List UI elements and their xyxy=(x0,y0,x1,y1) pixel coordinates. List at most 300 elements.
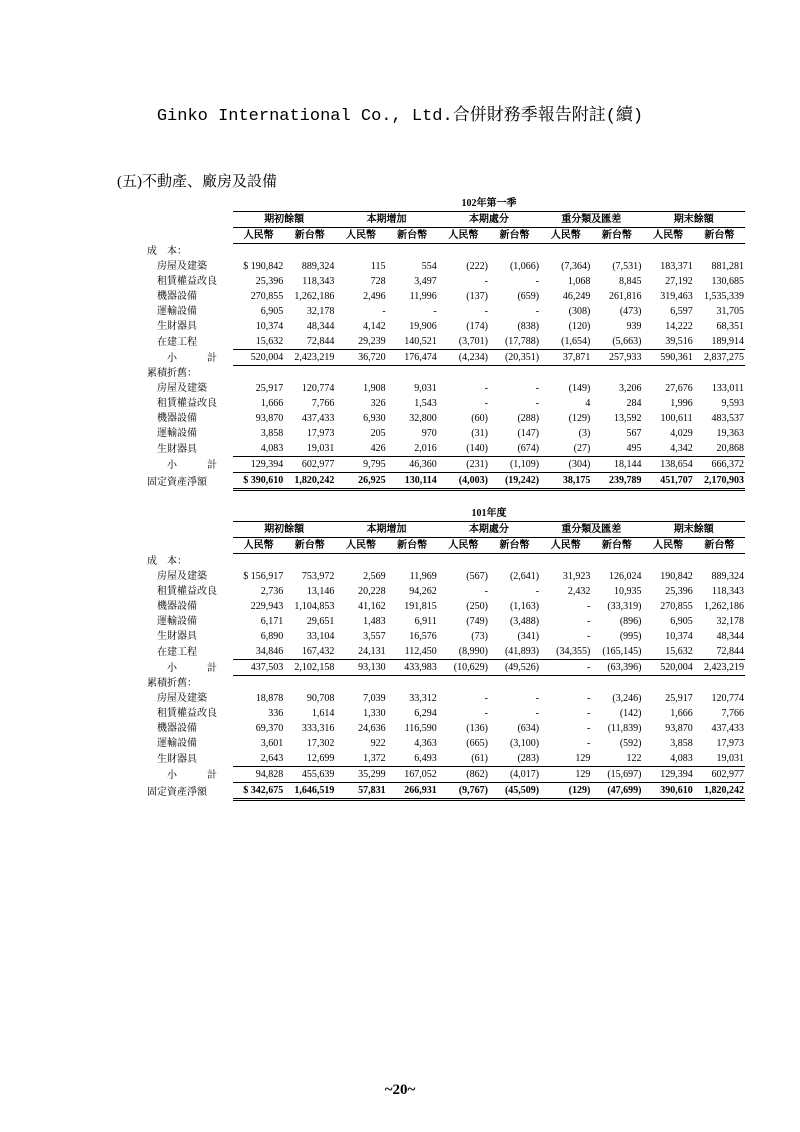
value-cell: 205 xyxy=(370,428,386,439)
value-cell: (7,531) xyxy=(612,261,642,272)
value-cell: 25,396 xyxy=(665,586,693,597)
value-cell: 33,104 xyxy=(306,631,335,642)
table-row xyxy=(145,569,745,584)
value-cell: (838) xyxy=(517,321,540,332)
period-title: 102年第一季 xyxy=(233,196,745,212)
value-cell: 1,996 xyxy=(670,398,693,409)
table-row xyxy=(145,473,745,490)
value-cell: 29,239 xyxy=(335,334,386,350)
value-cell: (4,234) xyxy=(438,350,489,366)
value-cell: 46,249 xyxy=(562,291,591,302)
value-cell: 93,130 xyxy=(335,660,386,676)
value-cell: 728 xyxy=(370,276,386,287)
value-cell: 2,170,903 xyxy=(694,473,745,490)
value-cell: (73) xyxy=(471,631,488,642)
value-cell: 38,175 xyxy=(540,473,591,490)
value-cell: 115 xyxy=(370,261,386,272)
row-label: 在建工程 xyxy=(157,646,197,658)
value-cell: 6,597 xyxy=(670,306,693,317)
value-cell: 2,423,219 xyxy=(284,350,335,366)
group-header: 期初餘額 xyxy=(233,522,335,538)
value-cell: 554 xyxy=(421,261,437,272)
value-cell: 57,831 xyxy=(335,783,386,800)
value-cell: (1,163) xyxy=(509,601,540,612)
value-cell: 39,516 xyxy=(643,334,694,350)
value-cell: 1,262,186 xyxy=(704,601,744,612)
value-cell: 32,178 xyxy=(306,306,335,317)
currency-header: 人民幣 xyxy=(643,228,694,244)
row-label: 運輸設備 xyxy=(157,616,197,627)
value-cell: 27,676 xyxy=(665,383,693,394)
value-cell: - xyxy=(382,306,386,317)
period-row xyxy=(145,196,745,212)
currency-header: 新台幣 xyxy=(591,228,642,244)
value-cell: (674) xyxy=(489,441,540,457)
row-label: 運輸設備 xyxy=(157,428,197,439)
value-cell: 319,463 xyxy=(660,291,693,302)
value-cell: 1,908 xyxy=(363,383,386,394)
value-cell: 26,925 xyxy=(335,473,386,490)
value-cell: 93,870 xyxy=(255,413,284,424)
value-cell: (3,100) xyxy=(509,738,540,749)
table-row xyxy=(145,441,745,457)
value-cell: - xyxy=(586,723,591,734)
value-cell: 284 xyxy=(626,398,642,409)
value-cell: (7,364) xyxy=(561,261,591,272)
value-cell: 6,905 xyxy=(670,616,693,627)
value-cell: (174) xyxy=(466,321,488,332)
value-cell: 25,396 xyxy=(255,276,284,287)
value-cell: 889,324 xyxy=(711,571,744,582)
value-cell: 333,316 xyxy=(301,723,335,734)
value-cell: 34,846 xyxy=(233,644,284,660)
value-cell: (17,788) xyxy=(489,334,540,350)
value-cell: 176,474 xyxy=(387,350,438,366)
value-cell: 2,837,275 xyxy=(694,350,745,366)
row-label: 機器設備 xyxy=(157,723,197,734)
value-cell: (283) xyxy=(489,751,540,767)
currency-header: 人民幣 xyxy=(233,228,284,244)
currency-header: 人民幣 xyxy=(438,228,489,244)
currency-header: 新台幣 xyxy=(387,538,438,554)
category-label: 累積折舊： xyxy=(147,678,197,689)
value-cell: 94,262 xyxy=(409,586,437,597)
currency-header: 人民幣 xyxy=(335,538,386,554)
currency-header: 人民幣 xyxy=(540,538,591,554)
value-cell: 261,816 xyxy=(609,291,642,302)
value-cell: 12,699 xyxy=(284,751,335,767)
table-row xyxy=(145,289,745,304)
currency-header: 人民幣 xyxy=(643,538,694,554)
currency-header: 人民幣 xyxy=(438,538,489,554)
value-cell: 122 xyxy=(591,751,642,767)
value-cell: (140) xyxy=(438,441,489,457)
value-cell: 93,870 xyxy=(665,723,693,734)
currency-header: 新台幣 xyxy=(694,228,745,244)
value-cell: 3,497 xyxy=(414,276,437,287)
value-cell: 25,917 xyxy=(665,693,693,704)
value-cell: 25,917 xyxy=(255,383,284,394)
value-cell: (9,767) xyxy=(438,783,489,800)
value-cell: 889,324 xyxy=(301,261,335,272)
group-header: 期末餘額 xyxy=(643,522,746,538)
value-cell: 31,705 xyxy=(716,306,744,317)
value-cell: 48,344 xyxy=(716,631,744,642)
value-cell: (61) xyxy=(438,751,489,767)
value-cell: 1,483 xyxy=(363,616,386,627)
value-cell: 1,614 xyxy=(311,708,335,719)
value-cell: - xyxy=(535,276,540,287)
value-cell: 20,868 xyxy=(694,441,745,457)
value-cell: 10,935 xyxy=(614,586,642,597)
value-cell: - xyxy=(586,616,591,627)
value-cell: (862) xyxy=(438,767,489,783)
row-label: 房屋及建築 xyxy=(157,383,207,394)
value-cell: 6,493 xyxy=(387,751,438,767)
row-label: 生財器具 xyxy=(157,321,197,332)
value-cell: 11,996 xyxy=(409,291,437,302)
value-cell: 433,983 xyxy=(387,660,438,676)
value-cell: 437,503 xyxy=(233,660,284,676)
value-cell: 35,299 xyxy=(335,767,386,783)
value-cell: 46,360 xyxy=(387,457,438,473)
table-row xyxy=(145,396,745,411)
value-cell: (137) xyxy=(466,291,488,302)
value-cell: 15,632 xyxy=(233,334,284,350)
currency-header: 新台幣 xyxy=(694,538,745,554)
row-label: 小 計 xyxy=(167,459,227,471)
value-cell: - xyxy=(535,708,540,719)
value-cell: 1,330 xyxy=(363,708,386,719)
value-cell: (3) xyxy=(578,428,591,439)
table-row xyxy=(145,629,745,644)
value-cell: 120,774 xyxy=(301,383,335,394)
row-label: 在建工程 xyxy=(157,336,197,348)
value-cell: 2,496 xyxy=(363,291,386,302)
value-cell: - xyxy=(540,660,591,676)
value-cell: 270,855 xyxy=(250,291,284,302)
row-label: 固定資產淨額 xyxy=(147,476,207,488)
value-cell: 4 xyxy=(585,398,591,409)
value-cell: - xyxy=(484,276,488,287)
value-cell: 567 xyxy=(626,428,642,439)
value-cell: - xyxy=(484,398,488,409)
value-cell: 1,262,186 xyxy=(294,291,335,302)
row-label: 房屋及建築 xyxy=(157,261,207,272)
value-cell: (129) xyxy=(568,413,591,424)
value-cell: 17,302 xyxy=(306,738,335,749)
group-header: 重分類及匯差 xyxy=(540,522,642,538)
value-cell: (60) xyxy=(471,413,488,424)
ppe-table-2012 xyxy=(145,506,745,801)
value-cell: 4,083 xyxy=(643,751,694,767)
group-header: 本期增加 xyxy=(335,212,437,228)
table-row xyxy=(145,691,745,706)
value-cell: 326 xyxy=(370,398,386,409)
category-row xyxy=(145,676,745,692)
value-cell: 18,144 xyxy=(591,457,642,473)
value-cell: 6,890 xyxy=(260,631,284,642)
value-cell: - xyxy=(484,306,488,317)
value-cell: 9,795 xyxy=(335,457,386,473)
table-row xyxy=(145,721,745,736)
value-cell: 33,312 xyxy=(409,693,437,704)
row-label: 固定資產淨額 xyxy=(147,786,207,798)
value-cell: 602,977 xyxy=(284,457,335,473)
currency-header-row xyxy=(145,228,745,244)
value-cell: 120,774 xyxy=(711,693,744,704)
value-cell: 15,632 xyxy=(643,644,694,660)
row-label: 租賃權益改良 xyxy=(157,708,217,719)
currency-header: 新台幣 xyxy=(489,538,540,554)
value-cell: 130,685 xyxy=(711,276,744,287)
row-label: 生財器具 xyxy=(157,753,197,765)
group-header: 本期增加 xyxy=(335,522,437,538)
value-cell: 1,666 xyxy=(670,708,693,719)
value-cell: 90,708 xyxy=(306,693,335,704)
value-cell: 3,206 xyxy=(619,383,642,394)
value-cell: 94,828 xyxy=(233,767,284,783)
value-cell: 19,031 xyxy=(694,751,745,767)
value-cell: 257,933 xyxy=(591,350,642,366)
group-header: 本期處分 xyxy=(438,212,540,228)
value-cell: 1,104,853 xyxy=(294,601,335,612)
value-cell: 2,569 xyxy=(363,571,386,582)
value-cell: 666,372 xyxy=(694,457,745,473)
value-cell: 11,969 xyxy=(409,571,437,582)
table-row xyxy=(145,274,745,289)
value-cell: 1,646,519 xyxy=(284,783,335,800)
table-row xyxy=(145,259,745,274)
value-cell: 426 xyxy=(335,441,386,457)
table-row xyxy=(145,736,745,751)
value-cell: (995) xyxy=(619,631,642,642)
value-cell: - xyxy=(535,398,540,409)
value-cell: - xyxy=(586,708,591,719)
currency-header: 人民幣 xyxy=(233,538,284,554)
value-cell: (659) xyxy=(517,291,540,302)
value-cell: 922 xyxy=(370,738,386,749)
value-cell: (41,893) xyxy=(489,644,540,660)
value-cell: (11,839) xyxy=(607,723,642,734)
value-cell: 1,820,242 xyxy=(694,783,745,800)
row-label: 運輸設備 xyxy=(157,738,197,749)
currency-header-row xyxy=(145,538,745,554)
value-cell: (27) xyxy=(540,441,591,457)
value-cell: 72,844 xyxy=(694,644,745,660)
value-cell: 126,024 xyxy=(609,571,642,582)
value-cell: (15,697) xyxy=(591,767,642,783)
value-cell: (567) xyxy=(466,571,488,582)
value-cell: (20,351) xyxy=(489,350,540,366)
value-cell: 939 xyxy=(626,321,642,332)
value-cell: 9,593 xyxy=(721,398,744,409)
value-cell: 32,178 xyxy=(716,616,744,627)
value-cell: 140,521 xyxy=(387,334,438,350)
value-cell: 191,815 xyxy=(404,601,437,612)
table-row xyxy=(145,584,745,599)
value-cell: 266,931 xyxy=(387,783,438,800)
value-cell: 483,537 xyxy=(711,413,744,424)
row-label: 租賃權益改良 xyxy=(157,398,217,409)
value-cell: - xyxy=(535,306,540,317)
value-cell: 2,736 xyxy=(260,586,284,597)
value-cell: 129,394 xyxy=(643,767,694,783)
value-cell: 229,943 xyxy=(250,601,284,612)
group-header-row xyxy=(145,212,745,228)
row-label: 房屋及建築 xyxy=(157,571,207,582)
value-cell: (896) xyxy=(619,616,642,627)
value-cell: - xyxy=(484,383,488,394)
currency-header: 人民幣 xyxy=(540,228,591,244)
value-cell: 10,374 xyxy=(255,321,284,332)
value-cell: 390,610 xyxy=(643,783,694,800)
value-cell: (308) xyxy=(568,306,591,317)
table-row xyxy=(145,304,745,319)
value-cell: 183,371 xyxy=(660,261,693,272)
value-cell: 2,102,158 xyxy=(284,660,335,676)
row-label: 小 計 xyxy=(167,662,227,674)
row-label: 運輸設備 xyxy=(157,306,197,317)
value-cell: 17,973 xyxy=(716,738,744,749)
currency-header: 新台幣 xyxy=(489,228,540,244)
value-cell: 437,433 xyxy=(301,413,335,424)
category-row xyxy=(145,366,745,382)
table-row xyxy=(145,706,745,721)
currency-header: 新台幣 xyxy=(387,228,438,244)
value-cell: 1,068 xyxy=(567,276,591,287)
value-cell: 7,766 xyxy=(721,708,744,719)
value-cell: (10,629) xyxy=(438,660,489,676)
group-header-row xyxy=(145,522,745,538)
value-cell: (1,109) xyxy=(489,457,540,473)
value-cell: 1,535,339 xyxy=(704,291,744,302)
value-cell: 970 xyxy=(421,428,437,439)
value-cell: (634) xyxy=(517,723,540,734)
value-cell: (473) xyxy=(619,306,642,317)
table-row xyxy=(145,599,745,614)
row-label: 生財器具 xyxy=(157,631,197,642)
currency-header: 新台幣 xyxy=(591,538,642,554)
value-cell: 18,878 xyxy=(255,693,284,704)
value-cell: 3,858 xyxy=(260,428,284,439)
value-cell: 3,557 xyxy=(363,631,386,642)
value-cell: 239,789 xyxy=(591,473,642,490)
table-row xyxy=(145,319,745,334)
table-row xyxy=(145,457,745,473)
value-cell: $ 342,675 xyxy=(233,783,284,800)
value-cell: (1,654) xyxy=(540,334,591,350)
value-cell: - xyxy=(586,693,591,704)
value-cell: (250) xyxy=(466,601,488,612)
value-cell: (142) xyxy=(619,708,642,719)
value-cell: (3,701) xyxy=(438,334,489,350)
row-label: 機器設備 xyxy=(157,601,197,612)
value-cell: 6,171 xyxy=(260,616,284,627)
value-cell: - xyxy=(433,306,437,317)
value-cell: - xyxy=(484,586,488,597)
value-cell: 41,162 xyxy=(358,601,386,612)
value-cell: 24,131 xyxy=(335,644,386,660)
value-cell: 4,342 xyxy=(643,441,694,457)
value-cell: (5,663) xyxy=(591,334,642,350)
table-row xyxy=(145,411,745,426)
group-header: 重分類及匯差 xyxy=(540,212,642,228)
value-cell: (341) xyxy=(517,631,540,642)
value-cell: 881,281 xyxy=(711,261,744,272)
value-cell: 129 xyxy=(540,751,591,767)
value-cell: (136) xyxy=(466,723,488,734)
value-cell: 1,543 xyxy=(414,398,437,409)
row-label: 小 計 xyxy=(167,769,227,781)
value-cell: 116,590 xyxy=(404,723,437,734)
value-cell: 36,720 xyxy=(335,350,386,366)
value-cell: (231) xyxy=(438,457,489,473)
value-cell: 6,905 xyxy=(260,306,284,317)
value-cell: (3,246) xyxy=(612,693,642,704)
value-cell: 455,639 xyxy=(284,767,335,783)
value-cell: 190,842 xyxy=(660,571,693,582)
value-cell: 32,800 xyxy=(409,413,437,424)
value-cell: (2,641) xyxy=(509,571,540,582)
group-header: 本期處分 xyxy=(438,522,540,538)
value-cell: 13,146 xyxy=(306,586,335,597)
value-cell: 68,351 xyxy=(716,321,744,332)
value-cell: 19,906 xyxy=(409,321,437,332)
currency-header: 新台幣 xyxy=(284,228,335,244)
table-row xyxy=(145,751,745,767)
page-number: ~20~ xyxy=(384,1082,416,1098)
value-cell: 451,707 xyxy=(643,473,694,490)
value-cell: 130,114 xyxy=(387,473,438,490)
value-cell: 8,845 xyxy=(619,276,642,287)
value-cell: 6,930 xyxy=(363,413,386,424)
value-cell: 17,973 xyxy=(306,428,335,439)
value-cell: 9,031 xyxy=(414,383,437,394)
value-cell: - xyxy=(586,738,591,749)
value-cell: (33,319) xyxy=(607,601,642,612)
value-cell: (120) xyxy=(568,321,591,332)
value-cell: - xyxy=(535,693,540,704)
value-cell: 602,977 xyxy=(694,767,745,783)
value-cell: 129 xyxy=(540,767,591,783)
value-cell: (49,526) xyxy=(489,660,540,676)
value-cell: 1,820,242 xyxy=(284,473,335,490)
row-label: 房屋及建築 xyxy=(157,693,207,704)
table-row xyxy=(145,660,745,676)
value-cell: 16,576 xyxy=(409,631,437,642)
document-title: Ginko International Co., Ltd.合併財務季報告附註(續) xyxy=(156,107,644,126)
value-cell: $ 390,610 xyxy=(233,473,284,490)
value-cell: (165,145) xyxy=(591,644,642,660)
value-cell: 138,654 xyxy=(643,457,694,473)
value-cell: 13,592 xyxy=(614,413,642,424)
value-cell: (592) xyxy=(619,738,642,749)
value-cell: 2,423,219 xyxy=(694,660,745,676)
value-cell: 100,611 xyxy=(660,413,693,424)
period-title: 101年度 xyxy=(233,506,745,522)
value-cell: 4,142 xyxy=(363,321,386,332)
group-header: 期初餘額 xyxy=(233,212,335,228)
value-cell: 27,192 xyxy=(665,276,693,287)
value-cell: - xyxy=(586,631,591,642)
value-cell: 4,029 xyxy=(670,428,693,439)
value-cell: 1,666 xyxy=(260,398,284,409)
table-row xyxy=(145,381,745,396)
value-cell: - xyxy=(484,693,488,704)
value-cell: 520,004 xyxy=(643,660,694,676)
value-cell: 37,871 xyxy=(540,350,591,366)
